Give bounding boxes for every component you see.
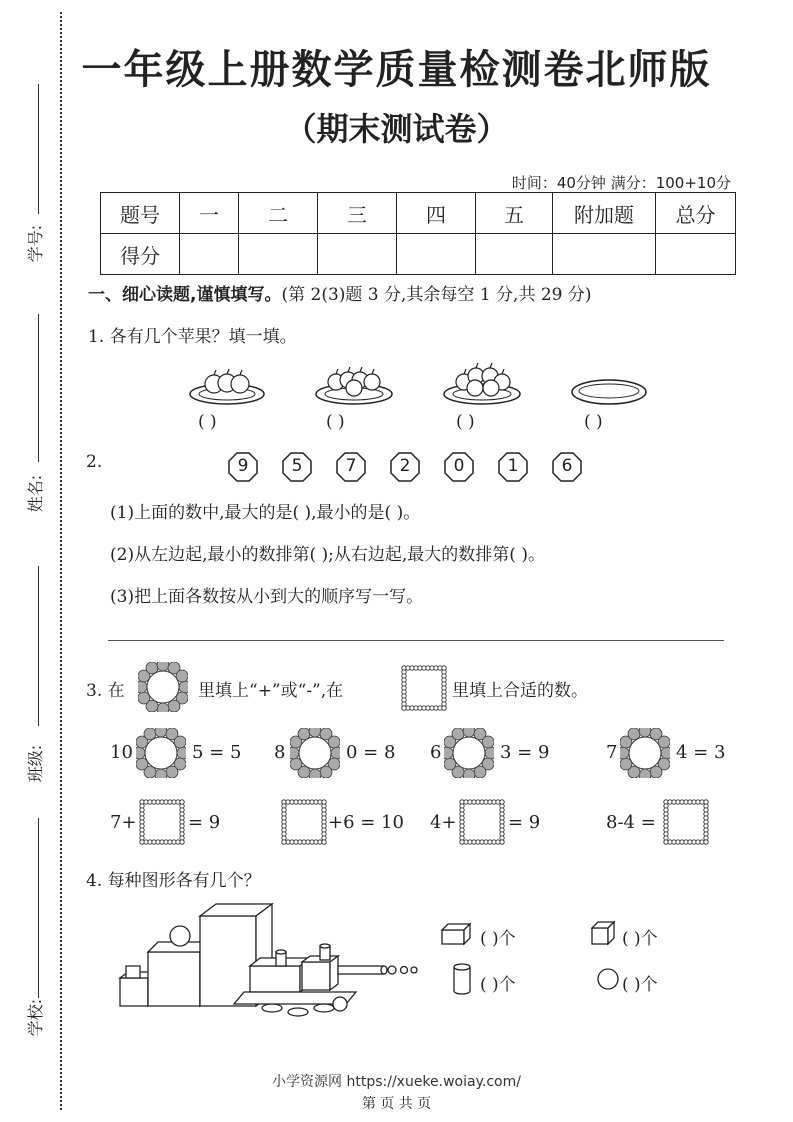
flower-circle-icon — [138, 662, 188, 716]
score-input-cell[interactable] — [553, 234, 656, 275]
equation-left: 7+ — [110, 812, 137, 833]
digit-label: 2 — [399, 456, 411, 476]
question-3-mid: 里填上“+”或“-”,在 — [198, 681, 344, 701]
question-2-part-3: (3)把上面各数按从小到大的顺序写一写。 — [110, 587, 424, 607]
exam-meta: 时间：40分钟 满分：100+10分 — [511, 174, 731, 192]
plate-5-apples-icon — [314, 364, 394, 408]
equation-left: 10 — [110, 742, 133, 763]
equation-left: 8 — [274, 742, 286, 763]
table-cell: 总分 — [656, 193, 736, 234]
question-2-part-1: (1)上面的数中,最大的是( ),最小的是( )。 — [110, 503, 421, 523]
class-label: 班级: — [26, 744, 46, 783]
operator-flower-slot[interactable] — [620, 728, 670, 782]
equation-right: +6 = 10 — [328, 812, 404, 833]
rope-square-icon — [400, 664, 448, 716]
footer-page-number: 第 页 共 页 — [361, 1096, 432, 1112]
digit-label: 9 — [237, 456, 249, 476]
operator-flower-slot[interactable] — [136, 728, 186, 782]
digit-label: 6 — [561, 456, 573, 476]
table-row — [101, 234, 736, 275]
score-input-cell[interactable] — [318, 234, 397, 275]
table-cell: 一 — [180, 193, 239, 234]
page-title: 一年级上册数学质量检测卷北师版 — [81, 47, 712, 93]
school-label: 学校: — [26, 998, 46, 1037]
name-label: 姓名: — [26, 474, 46, 513]
footer-site: 小学资源网 https://xueke.woiay.com/ — [272, 1074, 521, 1090]
question-4-text: 4. 每种图形各有几个？ — [86, 871, 261, 891]
answer-blank[interactable]: ( ) — [456, 412, 475, 432]
digit-octagon — [444, 452, 474, 482]
score-input-cell[interactable] — [476, 234, 553, 275]
equation-right: = 9 — [508, 812, 541, 833]
sphere-icon — [596, 966, 622, 992]
operator-flower-slot[interactable] — [290, 728, 340, 782]
answer-blank[interactable]: ( ) — [584, 412, 603, 432]
equation-left: 6 — [430, 742, 442, 763]
count-cube-blank[interactable]: ( )个 — [622, 929, 658, 949]
operator-flower-slot[interactable] — [444, 728, 494, 782]
equation-right: 5 = 5 — [192, 742, 242, 763]
equation-right: 0 = 8 — [346, 742, 396, 763]
binding-line — [60, 12, 62, 1110]
answer-line[interactable] — [108, 640, 724, 641]
score-input-cell[interactable] — [239, 234, 318, 275]
table-cell: 得分 — [101, 234, 180, 275]
number-square-slot[interactable] — [458, 798, 506, 850]
digit-octagon — [390, 452, 420, 482]
count-cylinder-blank[interactable]: ( )个 — [480, 975, 516, 995]
plate-3-apples-icon — [188, 366, 266, 408]
digit-label: 5 — [291, 456, 303, 476]
number-square-slot[interactable] — [280, 798, 328, 850]
section-title: 一、细心读题,谨慎填写。 — [88, 285, 282, 305]
score-table — [100, 192, 736, 275]
question-1-text: 1. 各有几个苹果？填一填。 — [88, 327, 297, 347]
equation-left: 7 — [606, 742, 618, 763]
cube-icon — [590, 920, 616, 946]
class-rule — [38, 566, 39, 726]
plate-6-apples-icon — [442, 362, 522, 408]
digit-label: 1 — [507, 456, 519, 476]
table-cell: 二 — [239, 193, 318, 234]
digit-octagon — [228, 452, 258, 482]
student-no-label: 学号: — [26, 224, 46, 263]
table-cell: 五 — [476, 193, 553, 234]
question-2-number: 2. — [86, 452, 103, 472]
table-cell: 附加题 — [553, 193, 656, 234]
table-cell: 三 — [318, 193, 397, 234]
number-square-slot[interactable] — [138, 798, 186, 850]
section-note: (第 2(3)题 3 分,其余每空 1 分,共 29 分) — [281, 285, 592, 305]
table-row — [101, 193, 736, 234]
question-3-lead: 3. 在 — [86, 681, 125, 701]
question-3-tail: 里填上合适的数。 — [452, 681, 588, 701]
question-2-part-2: (2)从左边起,最小的数排第( );从右边起,最大的数排第( )。 — [110, 545, 545, 565]
number-square-slot[interactable] — [662, 798, 710, 850]
equation-right: 4 = 3 — [676, 742, 726, 763]
name-rule — [38, 314, 39, 462]
equation-left: 8-4 = — [606, 812, 656, 833]
count-sphere-blank[interactable]: ( )个 — [622, 975, 658, 995]
score-input-cell[interactable] — [656, 234, 736, 275]
table-cell: 题号 — [101, 193, 180, 234]
cuboid-icon — [440, 922, 472, 946]
score-input-cell[interactable] — [180, 234, 239, 275]
equation-left: 4+ — [430, 812, 457, 833]
score-input-cell[interactable] — [397, 234, 476, 275]
digit-octagon — [282, 452, 312, 482]
answer-blank[interactable]: ( ) — [198, 412, 217, 432]
cylinder-icon — [452, 962, 472, 996]
answer-blank[interactable]: ( ) — [326, 412, 345, 432]
block-structure-icon — [116, 900, 422, 1032]
school-rule — [38, 818, 39, 998]
digit-octagon — [552, 452, 582, 482]
digit-octagon — [336, 452, 366, 482]
digit-label: 0 — [453, 456, 465, 476]
digit-octagon — [498, 452, 528, 482]
table-cell: 四 — [397, 193, 476, 234]
page-subtitle: （期末测试卷） — [284, 110, 509, 148]
digit-label: 7 — [345, 456, 357, 476]
equation-right: = 9 — [188, 812, 221, 833]
count-cuboid-blank[interactable]: ( )个 — [480, 929, 516, 949]
section-heading — [88, 280, 592, 305]
equation-right: 3 = 9 — [500, 742, 550, 763]
empty-plate-icon — [570, 374, 648, 408]
